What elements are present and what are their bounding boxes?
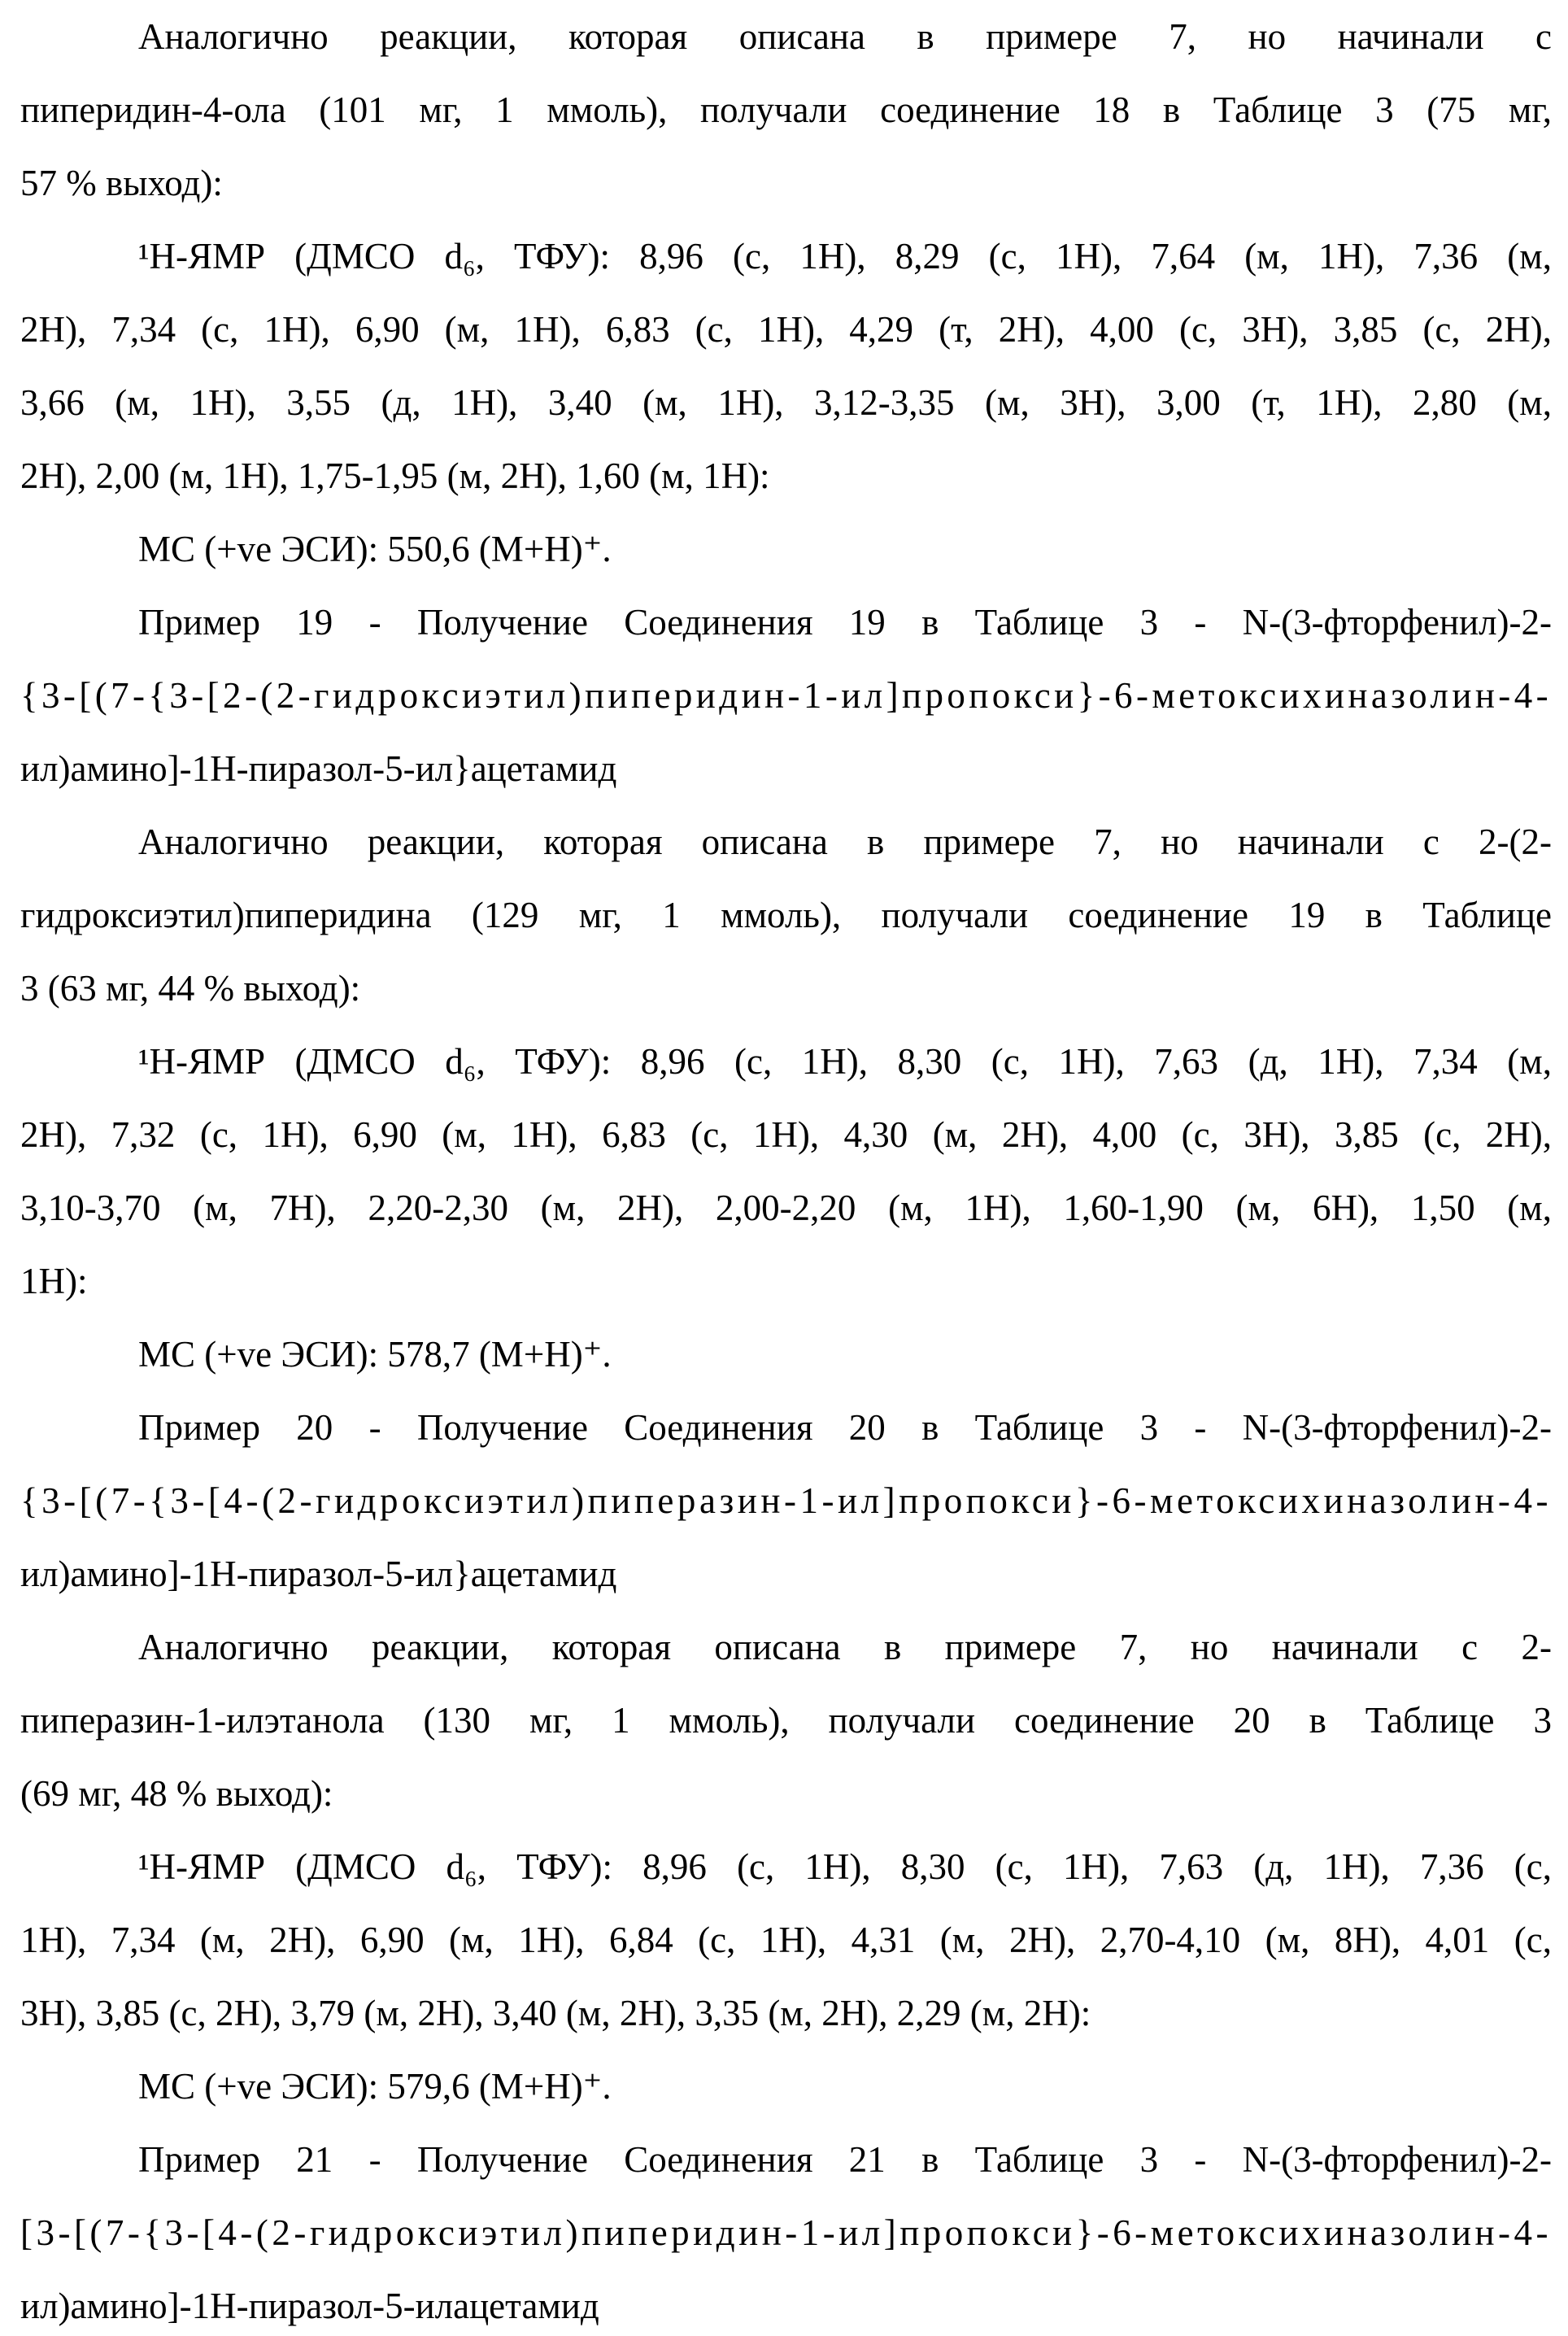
text-line-content: ¹Н-ЯМР (ДМСО d₆, ТФУ): 8,96 (с, 1Н), 8,30 (с, 1Н), 7,63 (д, 1Н), 7,36 (с, [138, 1846, 1552, 1887]
text-line [20, 73, 1552, 146]
text-line-content: ¹Н-ЯМР (ДМСО d₆, ТФУ): 8,96 (с, 1Н), 8,30 (с, 1Н), 7,63 (д, 1Н), 7,34 (м, [138, 1041, 1552, 1082]
text-line-content: (69 мг, 48 % выход): [20, 1773, 333, 1814]
paragraph-example-18-ms [20, 512, 1552, 586]
paragraph-example-18-nmr [20, 220, 1552, 512]
text-line-content: гидроксиэтил)пиперидина (129 мг, 1 ммоль), получали соединение 19 в Таблице [20, 895, 1552, 935]
text-line-content: 3,10-3,70 (м, 7Н), 2,20-2,30 (м, 2Н), 2,00-2,20 (м, 1Н), 1,60-1,90 (м, 6Н), 1,50 (м, [20, 1188, 1552, 1228]
text-line [20, 2123, 1552, 2196]
text-line-content: МС (+ve ЭСИ): 579,6 (М+Н)⁺. [138, 2066, 612, 2107]
text-line [20, 2050, 1552, 2123]
text-line [20, 1610, 1552, 1684]
paragraph-example-19-ms [20, 1318, 1552, 1391]
text-line [20, 366, 1552, 439]
text-line [20, 2196, 1552, 2269]
paragraph-example-20-procedure [20, 1610, 1552, 1830]
text-line-content: {3-[(7-{3-[2-(2-гидроксиэтил)пиперидин-1-ил]пропокси}-6-метоксихиназолин-4- [20, 675, 1552, 716]
text-line-content: 3,66 (м, 1Н), 3,55 (д, 1Н), 3,40 (м, 1Н), 3,12-3,35 (м, 3Н), 3,00 (т, 1Н), 2,80 (м, [20, 382, 1552, 423]
text-line [20, 1244, 1552, 1318]
text-line-content: пиперидин-4-ола (101 мг, 1 ммоль), получали соединение 18 в Таблице 3 (75 мг, [20, 89, 1552, 130]
text-line [20, 0, 1552, 73]
text-line-content: МС (+ve ЭСИ): 550,6 (М+Н)⁺. [138, 529, 612, 569]
text-line-content: ил)амино]-1Н-пиразол-5-ил}ацетамид [20, 1554, 617, 1594]
paragraph-example-20-nmr [20, 1830, 1552, 2050]
text-line-content: {3-[(7-{3-[4-(2-гидроксиэтил)пиперазин-1-ил]пропокси}-6-метоксихиназолин-4- [20, 1480, 1552, 1521]
paragraph-example-18-procedure [20, 0, 1552, 220]
text-line-content: Аналогично реакции, которая описана в примере 7, но начинали с [138, 16, 1552, 57]
text-line [20, 293, 1552, 366]
text-line [20, 1464, 1552, 1537]
text-line [20, 512, 1552, 586]
text-line [20, 732, 1552, 805]
paragraph-example-21-title [20, 2123, 1552, 2336]
text-line-content: Аналогично реакции, которая описана в примере 7, но начинали с 2- [138, 1627, 1552, 1667]
text-line [20, 439, 1552, 512]
text-line-content: ил)амино]-1Н-пиразол-5-ил}ацетамид [20, 748, 617, 789]
text-line-content: 2Н), 7,34 (с, 1Н), 6,90 (м, 1Н), 6,83 (с, 1Н), 4,29 (т, 2Н), 4,00 (с, 3Н), 3,85 (с, 2Н), [20, 309, 1552, 350]
text-line [20, 1757, 1552, 1830]
text-line [20, 1098, 1552, 1171]
paragraphs-container [20, 0, 1552, 2336]
text-line-content: ¹Н-ЯМР (ДМСО d₆, ТФУ): 8,96 (с, 1Н), 8,29 (с, 1Н), 7,64 (м, 1Н), 7,36 (м, [138, 236, 1552, 277]
text-line [20, 2269, 1552, 2336]
paragraph-example-19-nmr [20, 1025, 1552, 1318]
text-line [20, 146, 1552, 220]
text-line-content: 1Н): [20, 1261, 88, 1301]
text-line [20, 1830, 1552, 1903]
text-line-content: 3Н), 3,85 (с, 2Н), 3,79 (м, 2Н), 3,40 (м, 2Н), 3,35 (м, 2Н), 2,29 (м, 2Н): [20, 1993, 1091, 2033]
text-line [20, 878, 1552, 952]
paragraph-example-19-procedure [20, 805, 1552, 1025]
text-line [20, 1318, 1552, 1391]
text-line [20, 1025, 1552, 1098]
text-line-content: МС (+ve ЭСИ): 578,7 (М+Н)⁺. [138, 1334, 612, 1375]
text-line-content: 3 (63 мг, 44 % выход): [20, 968, 361, 1009]
text-line-content: 57 % выход): [20, 163, 223, 203]
text-line-content: Аналогично реакции, которая описана в примере 7, но начинали с 2-(2- [138, 822, 1552, 862]
text-line-content: Пример 20 - Получение Соединения 20 в Таблице 3 - N-(3-фторфенил)-2- [138, 1407, 1552, 1448]
text-line-content: Пример 21 - Получение Соединения 21 в Таблице 3 - N-(3-фторфенил)-2- [138, 2139, 1552, 2180]
text-line-content: ил)амино]-1Н-пиразол-5-илацетамид [20, 2286, 599, 2326]
text-line [20, 1537, 1552, 1610]
text-line [20, 952, 1552, 1025]
text-line-content: пиперазин-1-илэтанола (130 мг, 1 ммоль), получали соединение 20 в Таблице 3 [20, 1700, 1552, 1741]
text-line [20, 586, 1552, 659]
text-line [20, 1976, 1552, 2050]
paragraph-example-19-title [20, 586, 1552, 805]
text-line-content: 1Н), 7,34 (м, 2Н), 6,90 (м, 1Н), 6,84 (с, 1Н), 4,31 (м, 2Н), 2,70-4,10 (м, 8Н), 4,01 (с, [20, 1920, 1552, 1960]
text-line-content: [3-[(7-{3-[4-(2-гидроксиэтил)пиперидин-1-ил]пропокси}-6-метоксихиназолин-4- [20, 2212, 1552, 2253]
text-line [20, 1684, 1552, 1757]
paragraph-example-20-ms [20, 2050, 1552, 2123]
text-line [20, 805, 1552, 878]
paragraph-example-20-title [20, 1391, 1552, 1610]
text-line-content: Пример 19 - Получение Соединения 19 в Таблице 3 - N-(3-фторфенил)-2- [138, 602, 1552, 643]
text-line-content: 2Н), 2,00 (м, 1Н), 1,75-1,95 (м, 2Н), 1,60 (м, 1Н): [20, 455, 770, 496]
text-line-content: 2Н), 7,32 (с, 1Н), 6,90 (м, 1Н), 6,83 (с, 1Н), 4,30 (м, 2Н), 4,00 (с, 3Н), 3,85 (с, 2Н), [20, 1114, 1552, 1155]
text-line [20, 1171, 1552, 1244]
text-line [20, 1903, 1552, 1976]
text-line [20, 659, 1552, 732]
text-line [20, 1391, 1552, 1464]
text-line [20, 220, 1552, 293]
